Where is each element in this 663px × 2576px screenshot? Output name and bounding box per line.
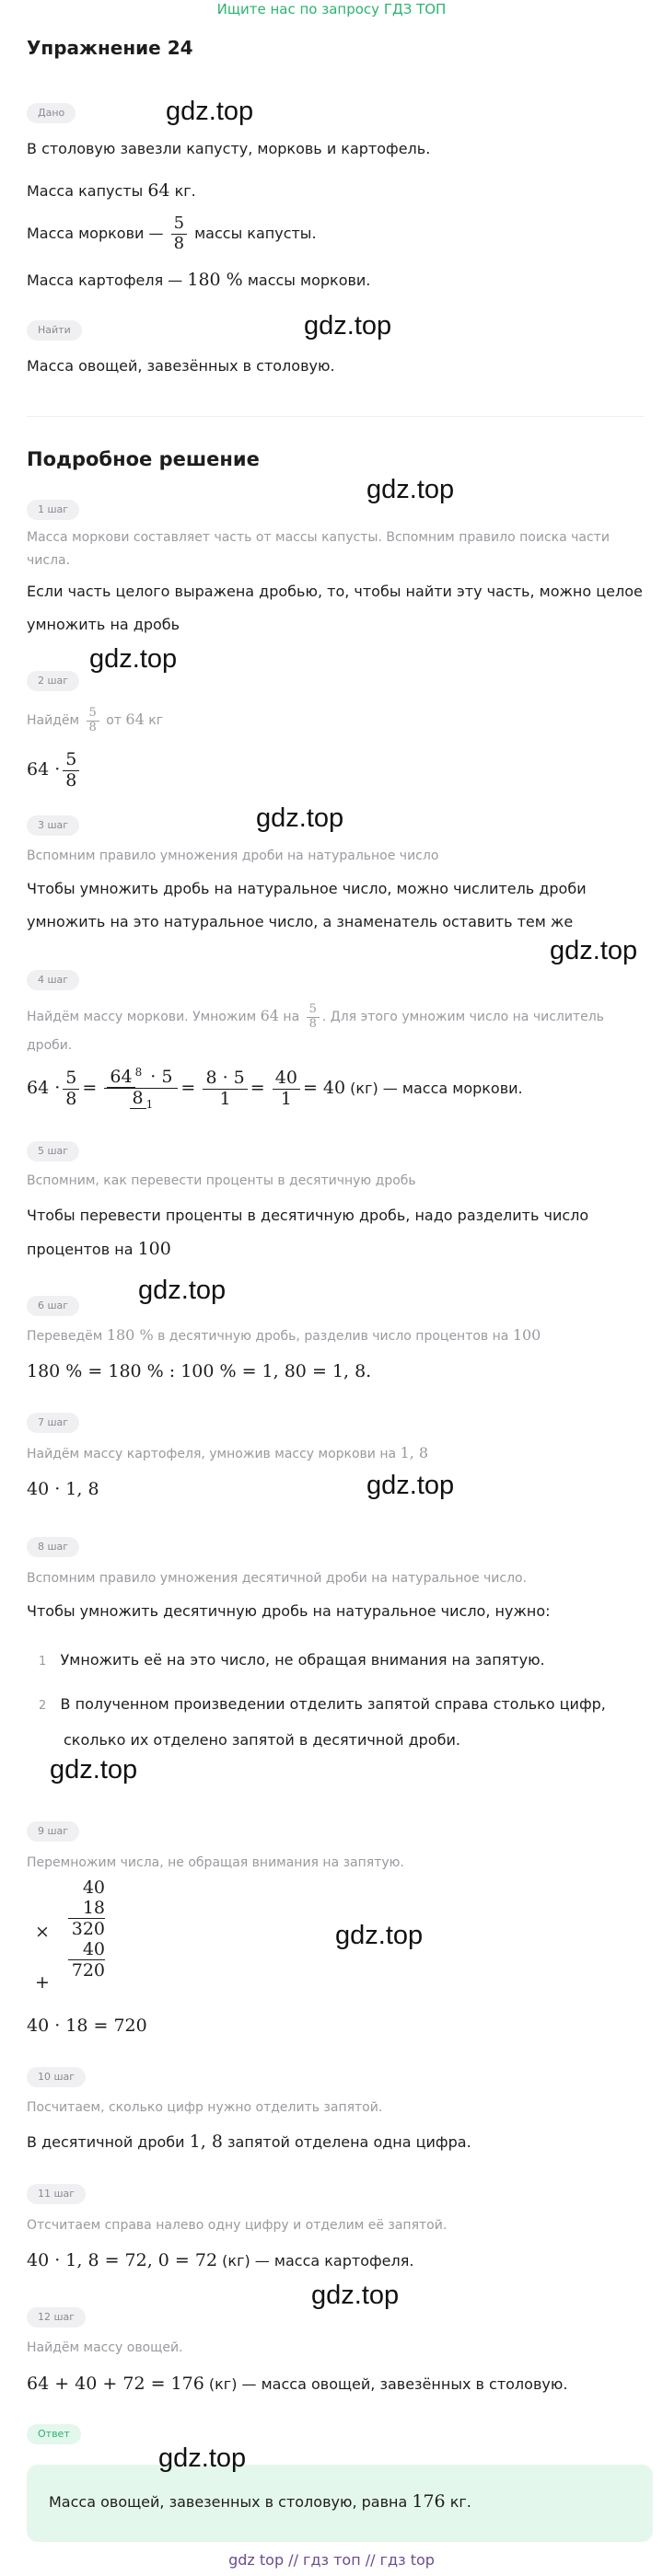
column-multiplication: 40 18 320 40 720 xyxy=(68,1877,105,1981)
step6-note: Переведём 180 % в десятичную дробь, разделив число процентов на 100 xyxy=(27,1326,541,1344)
watermark: gdz.top xyxy=(166,97,254,126)
step1-rule: Если часть целого выражена дробью, то, чтобы найти эту часть, можно целое xyxy=(27,583,643,600)
step12-note: Найдём массу овощей. xyxy=(27,2340,183,2355)
watermark: gdz.top xyxy=(158,2443,247,2473)
step-badge: 5 шаг xyxy=(27,1141,79,1161)
watermark: gdz.top xyxy=(256,803,344,833)
step12-expr: 64 + 40 + 72 = 176 (кг) — масса овощей, завезённых в столовую. xyxy=(27,2374,568,2394)
step8-note: Вспомним правило умножения десятичной дроби на натуральное число. xyxy=(27,1571,528,1586)
step7-expr: 40 · 1, 8 xyxy=(27,1479,99,1499)
step2-note: Найдём $\frac{5}{8}$ от 64 кг xyxy=(27,705,164,734)
step-badge: 10 шаг xyxy=(27,2067,86,2087)
step3-rule: Чтобы умножить дробь на натуральное число, можно числитель дроби xyxy=(27,880,587,897)
watermark: gdz.top xyxy=(335,1921,424,1950)
given-carrot: Масса моркови — $\frac{5}{8}$ массы капусты. xyxy=(27,214,317,253)
step8-list-item: 2 В полученном произведении отделить запятой справа столько цифр, xyxy=(39,1695,606,1713)
step3-rule2: умножить на это натуральное число, а знаменатель оставить тем же xyxy=(27,913,574,930)
watermark: gdz.top xyxy=(50,1755,138,1785)
step2-expr: 64 · $\frac{5}{8}$ xyxy=(27,744,82,796)
step8-list-item: 1 Умножить её на это число, не обращая внимания на запятую. xyxy=(39,1651,545,1669)
step-badge: 1 шаг xyxy=(27,500,79,520)
step10-note: Посчитаем, сколько цифр нужно отделить запятой. xyxy=(27,2100,383,2115)
step-badge: 2 шаг xyxy=(27,671,79,691)
step9-note: Перемножим числа, не обращая внимания на запятую. xyxy=(27,1855,404,1870)
top-banner[interactable]: Ищите нас по запросу ГДЗ ТОП xyxy=(216,1,447,17)
step9-expr: 40 · 18 = 720 xyxy=(27,2016,147,2036)
step4-note: Найдём массу моркови. Умножим 64 на $\frac{5}{8}$ . Для этого умножим число на числитель xyxy=(27,1001,604,1031)
step-badge: 3 шаг xyxy=(27,815,79,836)
answer-box xyxy=(27,2465,653,2542)
step-badge: 8 шаг xyxy=(27,1537,79,1557)
find-text: Масса овощей, завезённых в столовую. xyxy=(27,357,335,375)
step5-note: Вспомним, как перевести проценты в десятичную дробь xyxy=(27,1173,416,1188)
answer-text: Масса овощей, завезенных в столовую, равна 176 кг. xyxy=(49,2491,471,2512)
step-badge: 9 шаг xyxy=(27,1821,79,1842)
step1-note2: числа. xyxy=(27,553,71,568)
watermark: gdz.top xyxy=(89,644,178,674)
given-badge: Дано xyxy=(27,103,76,123)
watermark: gdz.top xyxy=(366,475,455,504)
plus-sign: + xyxy=(35,1972,50,1993)
step-badge: 12 шаг xyxy=(27,2307,86,2328)
step7-note: Найдём массу картофеля, умножив массу моркови на 1, 8 xyxy=(27,1444,429,1461)
step6-expr: 180 % = 180 % : 100 % = 1, 80 = 1, 8. xyxy=(27,1361,372,1381)
footer-links[interactable]: gdz top // гдз топ // гдз top xyxy=(228,2551,435,2569)
page-title: Упражнение 24 xyxy=(27,37,193,59)
step-badge: 6 шаг xyxy=(27,1296,79,1316)
watermark: gdz.top xyxy=(366,1471,455,1500)
step4-expr: 64 · $\frac{5}{8}$ = $\frac{64 ^8 \cdot 5}{8 _1}$ = $\frac{8 \cdot 5}{1}$ = $\frac{40}{1}$ = 40 (кг) — масса моркови. xyxy=(27,1066,523,1112)
watermark: gdz.top xyxy=(138,1276,227,1305)
step8-rule: Чтобы умножить десятичную дробь на натуральное число, нужно: xyxy=(27,1602,551,1620)
step11-expr: 40 · 1, 8 = 72, 0 = 72 (кг) — масса картофеля. xyxy=(27,2250,414,2270)
step5-rule: Чтобы перевести проценты в десятичную дробь, надо разделить число xyxy=(27,1207,589,1224)
step4-note2: дроби. xyxy=(27,1038,73,1053)
step11-note: Отсчитаем справа налево одну цифру и отделим её запятой. xyxy=(27,2218,448,2233)
solution-title: Подробное решение xyxy=(27,448,260,470)
divider xyxy=(27,416,644,417)
given-text: В столовую завезли капусту, морковь и картофель. xyxy=(27,140,431,157)
step-badge: 11 шаг xyxy=(27,2184,86,2204)
answer-badge: Ответ xyxy=(27,2424,81,2444)
watermark: gdz.top xyxy=(550,936,638,965)
given-potato: Масса картофеля — 180 % массы моркови. xyxy=(27,270,371,290)
step5-rule2: процентов на 100 xyxy=(27,1239,171,1259)
step-badge: 4 шаг xyxy=(27,970,79,990)
watermark: gdz.top xyxy=(311,2281,400,2310)
step1-note: Масса моркови составляет часть от массы капусты. Вспомним правило поиска части xyxy=(27,530,610,545)
watermark: gdz.top xyxy=(304,311,392,341)
step10-text: В десятичной дроби 1, 8 запятой отделена одна цифра. xyxy=(27,2131,471,2152)
step-badge: 7 шаг xyxy=(27,1413,79,1433)
given-cabbage: Масса капусты 64 кг. xyxy=(27,180,196,201)
find-badge: Найти xyxy=(27,320,82,341)
step8-list-item-cont: сколько их отделено запятой в десятичной дроби. xyxy=(64,1731,460,1749)
step1-rule2: умножить на дробь xyxy=(27,616,180,633)
step3-note: Вспомним правило умножения дроби на натуральное число xyxy=(27,849,439,863)
times-sign: × xyxy=(35,1922,50,1942)
